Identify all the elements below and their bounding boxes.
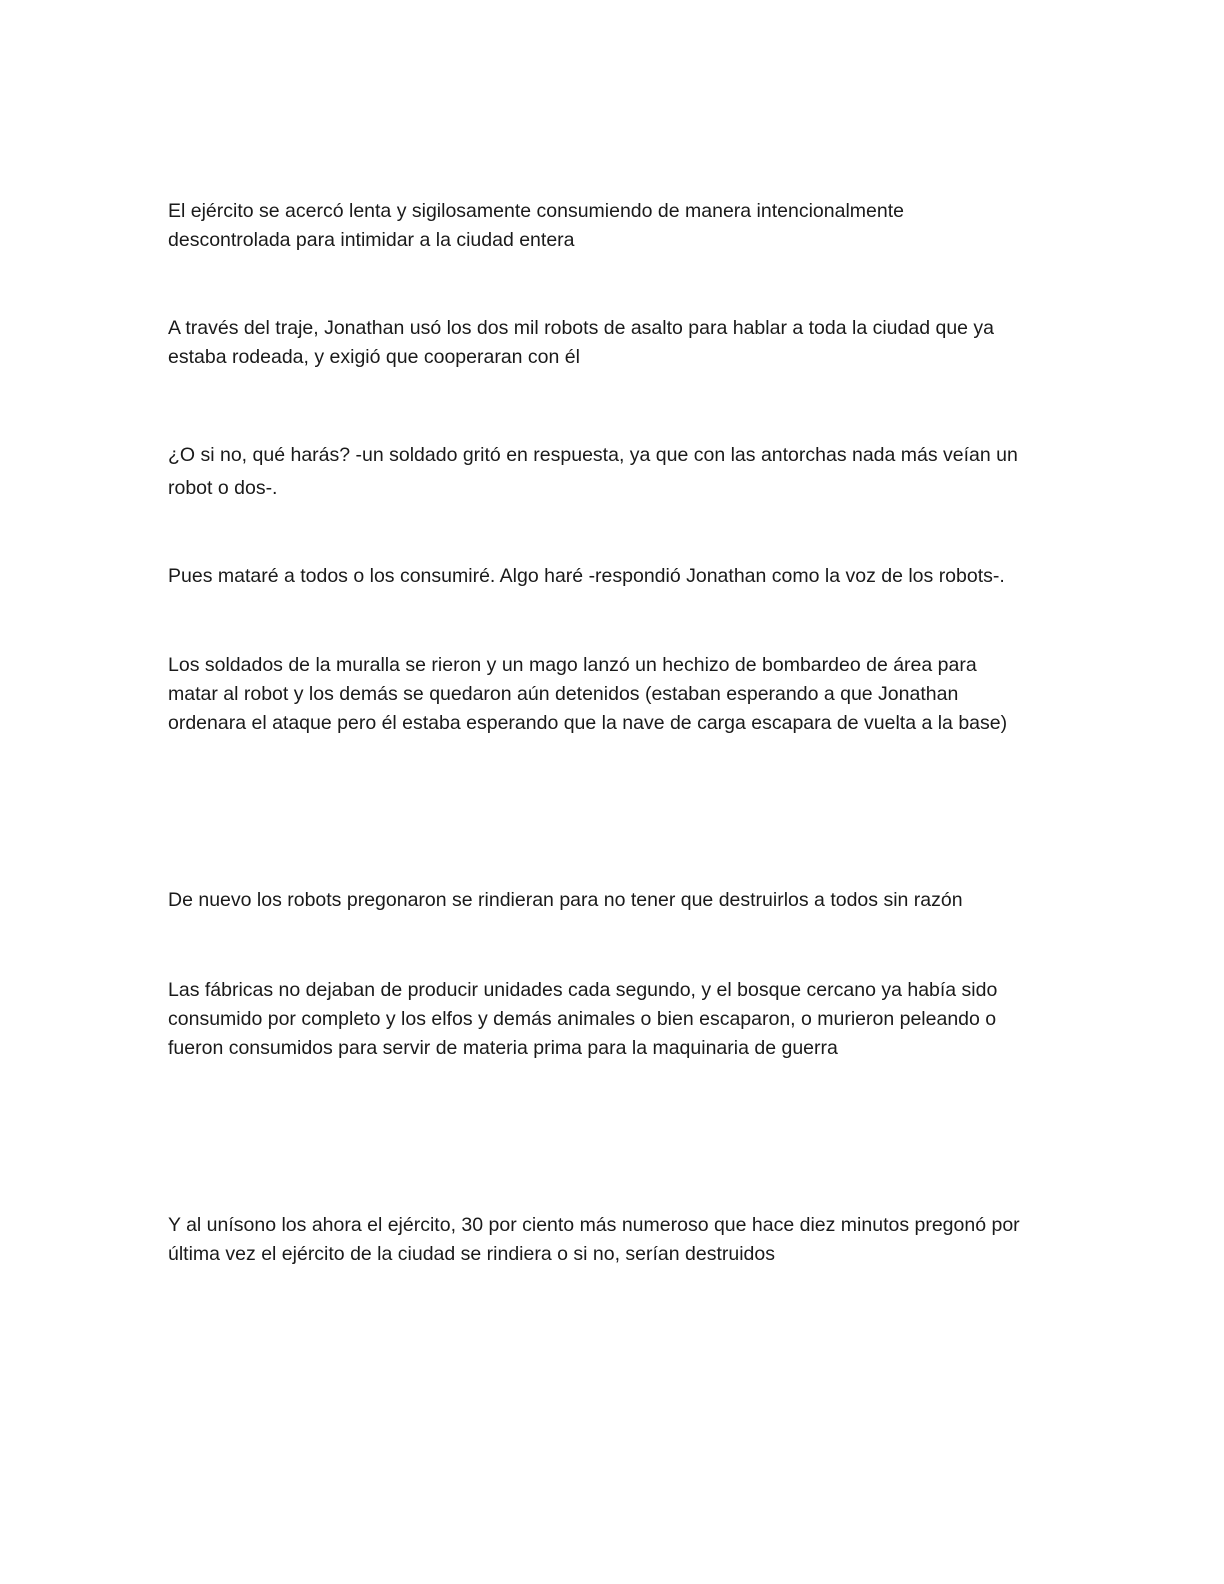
paragraph-5: Los soldados de la muralla se rieron y un mago lanzó un hechizo de bombardeo de área para matar al robot y los demás se quedaron aún detenidos (estaban esperando a que Jonathan ordenara el ataque pero él estaba esperando que la nave de carga escapara de vuelta a la base): [168, 654, 1008, 734]
paragraph-3: ¿O si no, qué harás? -un soldado gritó en respuesta, ya que con las antorchas nada más veían un robot o dos-.: [168, 444, 1018, 499]
paragraph-8: Y al unísono los ahora el ejército, 30 por ciento más numeroso que hace diez minutos pregonó por última vez el ejército de la ciudad se rindiera o si no, serían destruidos: [168, 1214, 1020, 1265]
paragraph-1: El ejército se acercó lenta y sigilosamente consumiendo de manera intencionalmente descontrolada para intimidar a la ciudad entera: [168, 200, 904, 251]
paragraph-4: Pues mataré a todos o los consumiré. Algo haré -respondió Jonathan como la voz de los robots-.: [168, 565, 1005, 587]
paragraph-6: De nuevo los robots pregonaron se rindieran para no tener que destruirlos a todos sin razón: [168, 889, 963, 911]
paragraph-7: Las fábricas no dejaban de producir unidades cada segundo, y el bosque cercano ya había sido consumido por completo y los elfos y demás animales o bien escaparon, o murieron peleando o fueron consumidos para servir de materia prima para la maquinaria de guerra: [168, 979, 998, 1059]
paragraph-2: A través del traje, Jonathan usó los dos mil robots de asalto para hablar a toda la ciudad que ya estaba rodeada, y exigió que cooperaran con él: [168, 317, 995, 368]
